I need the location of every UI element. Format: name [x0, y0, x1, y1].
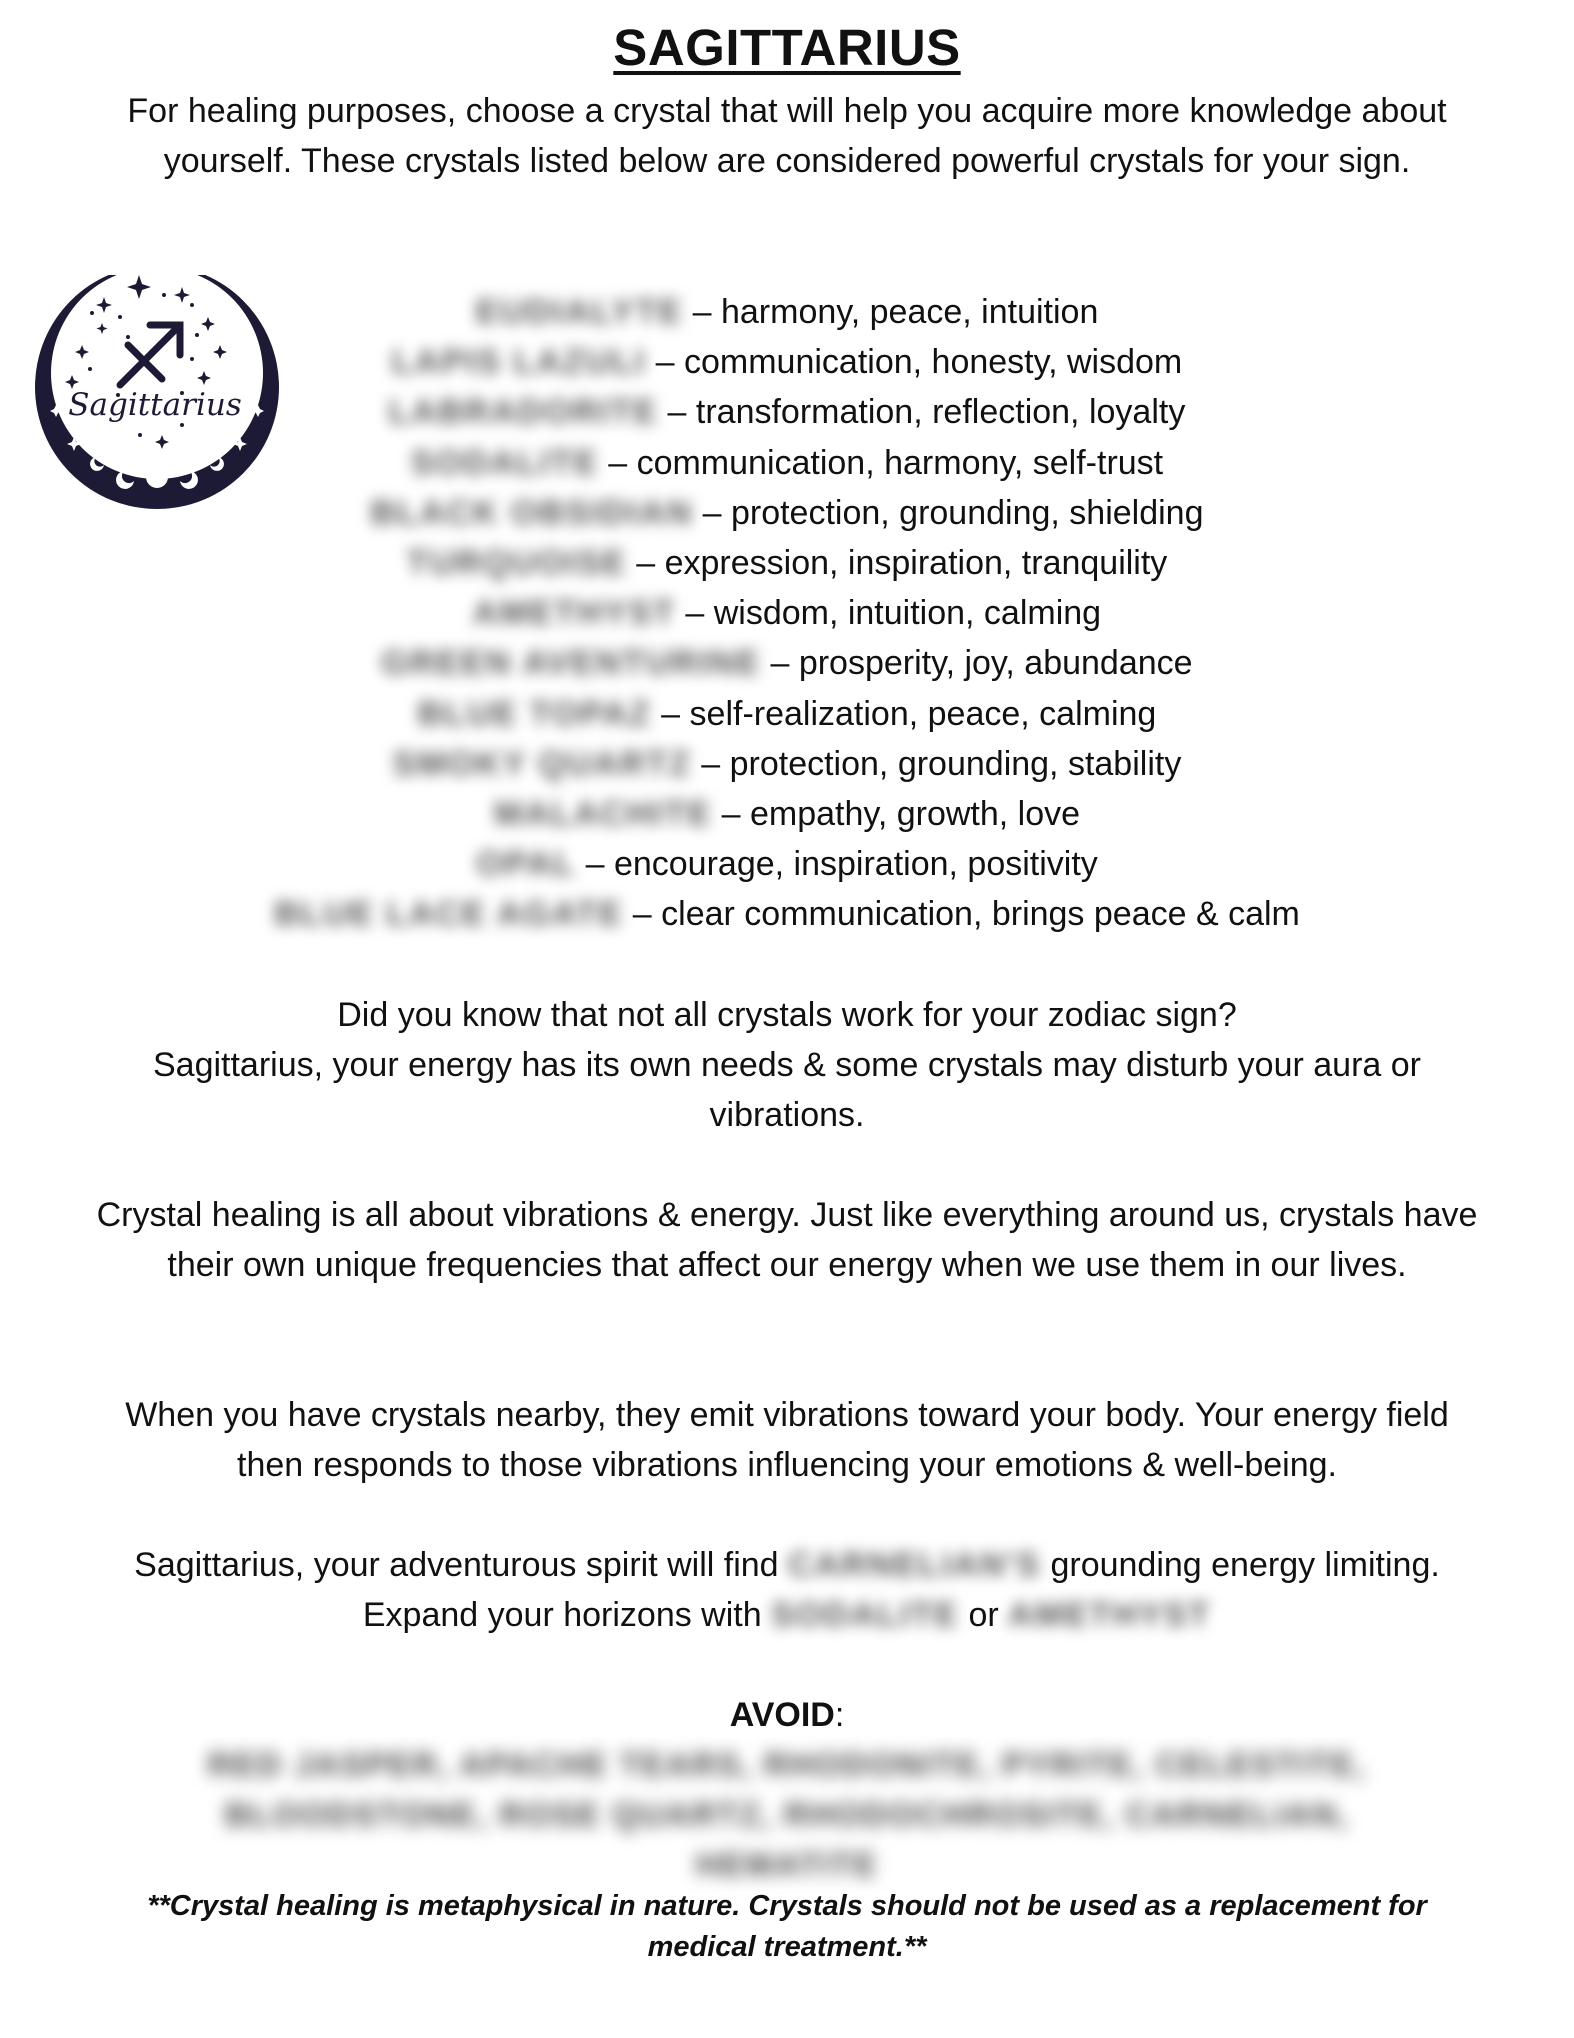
crystal-name: BLACK OBSIDIAN — [370, 493, 694, 532]
crystal-name: TURQUOISE — [406, 544, 627, 583]
crystal-name: AMETHYST — [472, 594, 676, 633]
crystal-traits: – wisdom, intuition, calming — [675, 594, 1102, 633]
list-item — [0, 387, 1574, 437]
list-item — [0, 889, 1574, 939]
intro-paragraph: For healing purposes, choose a crystal that will help you acquire more knowledge about yourself. These crystals listed below are considered powerful crystals for your sign. — [127, 92, 1447, 180]
list-item — [0, 839, 1574, 889]
knowledge-line-2: Sagittarius, your energy has its own needs & some crystals may disturb your aura or vibrations. — [152, 1046, 1421, 1134]
zodiac-knowledge-paragraph — [0, 990, 1574, 1140]
crystal-name: LAPIS LAZULI — [391, 343, 647, 382]
advice-text-3: Expand your horizons with — [362, 1596, 772, 1634]
advice-text-4: or — [959, 1596, 1009, 1634]
crystal-name: BLUE TOPAZ — [417, 694, 652, 733]
avoid-list — [0, 1740, 1574, 1890]
list-item — [0, 789, 1574, 839]
crystal-name: MALACHITE — [493, 795, 713, 834]
crystal-name: GREEN AVENTURINE — [381, 644, 762, 683]
advice-crystal-2: SODALITE — [771, 1596, 959, 1634]
logo-text: Sagittarius — [68, 387, 242, 423]
list-item — [0, 488, 1574, 538]
advice-text-2: grounding energy limiting. — [1041, 1546, 1440, 1584]
list-item — [0, 689, 1574, 739]
advice-text-1: Sagittarius, your adventurous spirit will find — [134, 1546, 789, 1584]
vibrations-paragraph: Crystal healing is all about vibrations & energy. Just like everything around us, crystals have their own unique frequencies that affect our energy when we use them in our lives. — [96, 1196, 1478, 1284]
crystal-name: SODALITE — [410, 443, 599, 482]
list-item — [0, 287, 1574, 337]
avoid-heading — [0, 1690, 1574, 1740]
crystal-traits: – transformation, reflection, loyalty — [658, 393, 1186, 432]
crystal-traits: – encourage, inspiration, positivity — [576, 845, 1098, 884]
crystal-traits: – protection, grounding, shielding — [693, 493, 1204, 532]
advice-crystal-3: AMETHYST — [1008, 1596, 1212, 1634]
crystal-traits: – communication, honesty, wisdom — [646, 343, 1183, 382]
crystal-traits: – expression, inspiration, tranquility — [626, 544, 1168, 583]
advice-crystal-1: CARNELIAN'S — [788, 1546, 1042, 1584]
crystal-name: EUDIALYTE — [475, 293, 684, 331]
crystal-list — [0, 287, 1574, 940]
nearby-paragraph: When you have crystals nearby, they emit vibrations toward your body. Your energy field then responds to those vibrations influencing your emotions & well-being. — [125, 1396, 1449, 1484]
crystal-traits: – communication, harmony, self-trust — [598, 443, 1164, 482]
list-item — [0, 337, 1574, 387]
avoid-colon: : — [834, 1696, 845, 1734]
list-item — [0, 538, 1574, 588]
page-title: SAGITTARIUS — [613, 19, 961, 76]
crystal-name: BLUE LACE AGATE — [274, 895, 624, 934]
crystal-name: SMOKY QUARTZ — [392, 744, 692, 783]
crystal-traits: – protection, grounding, stability — [691, 744, 1182, 783]
crystal-name: OPAL — [476, 845, 577, 884]
list-item — [0, 438, 1574, 488]
list-item — [0, 588, 1574, 638]
crystal-traits: – prosperity, joy, abundance — [761, 644, 1193, 683]
crystal-traits: – self-realization, peace, calming — [651, 694, 1157, 733]
crystal-traits: – empathy, growth, love — [712, 795, 1081, 834]
list-item — [0, 739, 1574, 789]
knowledge-line-1: Did you know that not all crystals work for your zodiac sign? — [337, 996, 1237, 1034]
crystal-traits: – harmony, peace, intuition — [683, 293, 1099, 331]
crystal-traits: – clear communication, brings peace & calm — [623, 895, 1300, 934]
advice-paragraph — [0, 1540, 1574, 1640]
medical-disclaimer: **Crystal healing is metaphysical in nature. Crystals should not be used as a replacement for medical treatment.** — [147, 1890, 1427, 1963]
avoid-crystals: RED JASPER, APACHE TEARS, RHODONITE, PYRITE, CELESTITE, BLOODSTONE, ROSE QUARTZ, RHODOCHROSITE, CARNELIAN, HEMATITE — [207, 1746, 1367, 1883]
list-item — [0, 638, 1574, 688]
crystal-name: LABRADORITE — [388, 393, 659, 432]
avoid-label: AVOID — [729, 1696, 835, 1734]
